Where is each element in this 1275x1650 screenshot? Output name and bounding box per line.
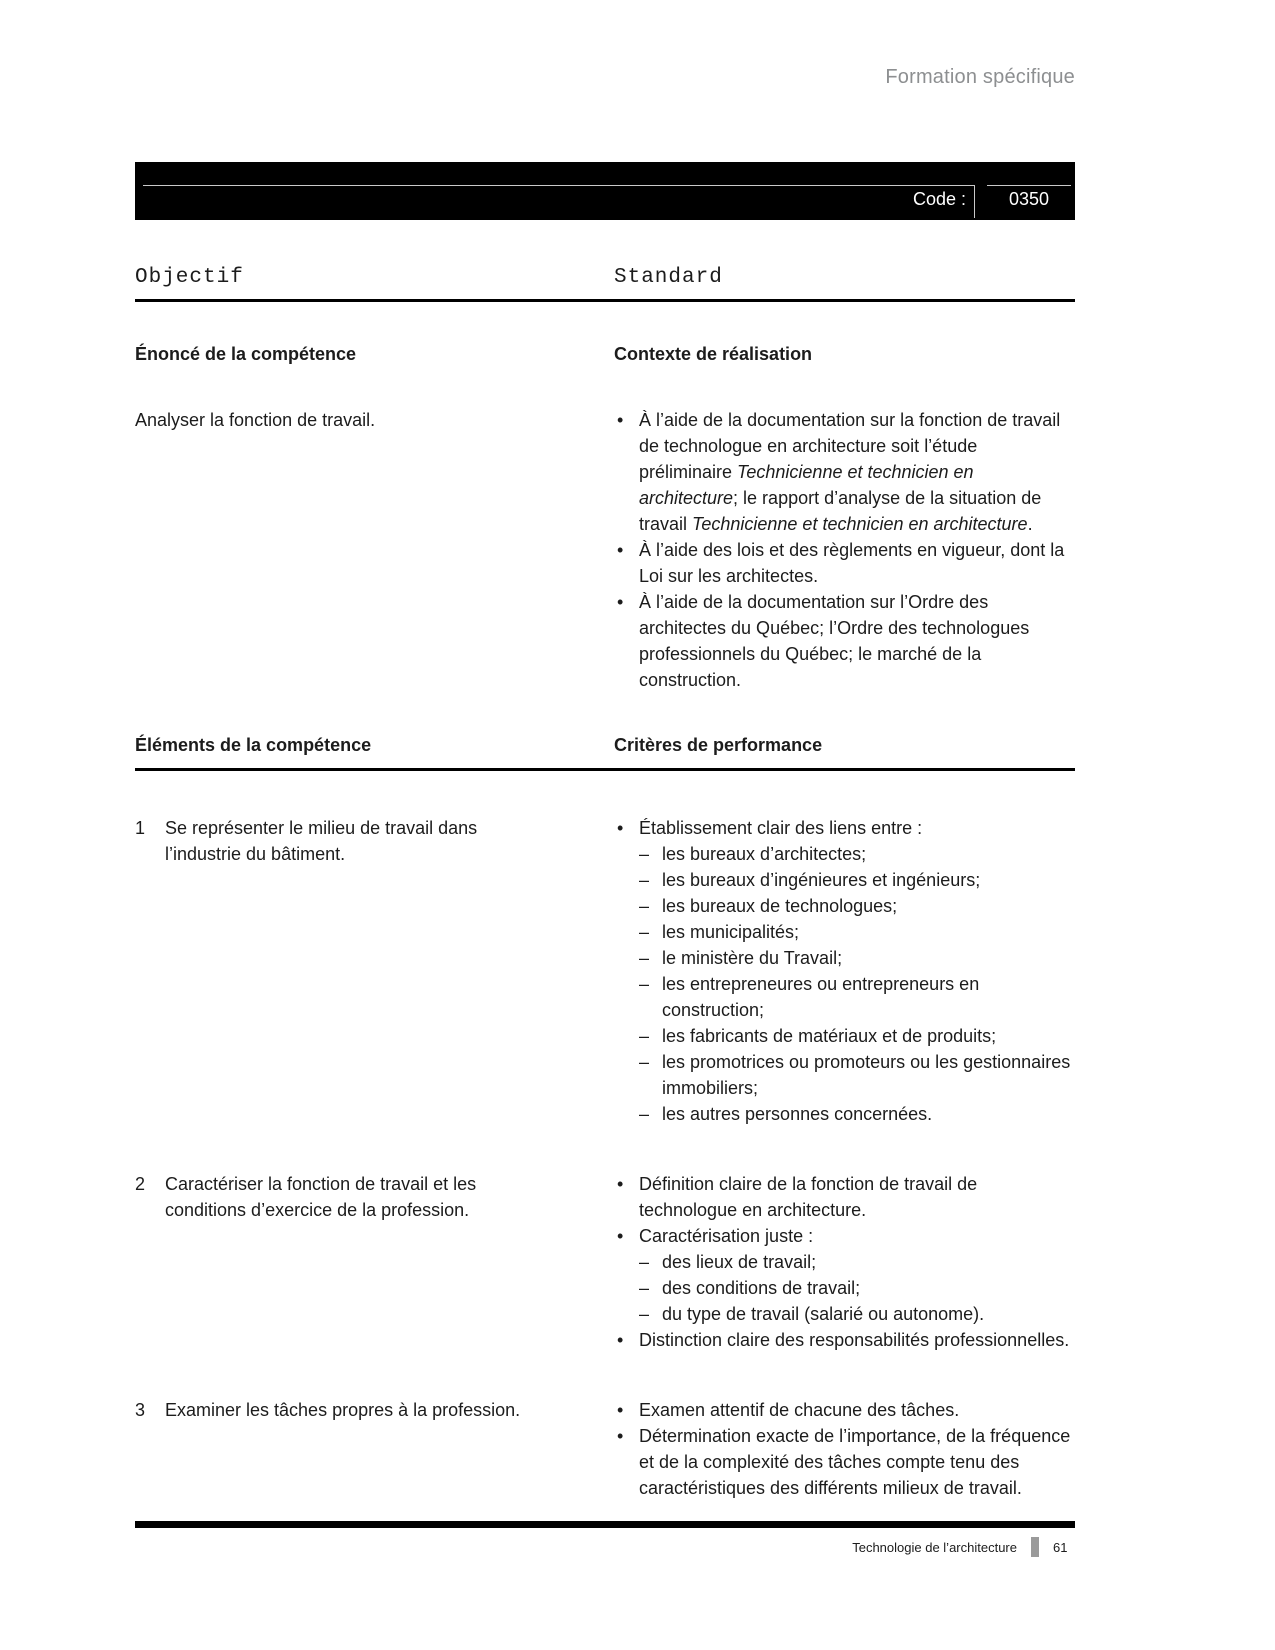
- criterion-text-segment: .: [1027, 514, 1033, 534]
- element-3-text: Examiner les tâches propres à la profession.: [165, 1400, 521, 1420]
- element-2-statement: [135, 1171, 614, 1223]
- sub-criterion-item: – du type de travail (salarié ou autonome).: [639, 1301, 1075, 1327]
- code-banner: [135, 162, 1075, 220]
- criterion-italic-segment: Technicienne et technicien en architecture: [639, 462, 974, 508]
- criterion-item: [614, 1223, 1075, 1327]
- code-banner-row: [143, 185, 1071, 218]
- sub-criterion-item: – les bureaux de technologues;: [639, 893, 1075, 919]
- element-row-3: [135, 1397, 1075, 1501]
- sub-criterion-item: – les fabricants de matériaux et de produits;: [639, 1023, 1075, 1049]
- element-1-number: 1: [135, 818, 146, 838]
- sub-criterion-item: – des conditions de travail;: [639, 1275, 1075, 1301]
- criterion-text-segment: Détermination exacte de l’importance, de la fréquence et de la complexité des tâches compte tenu des caractéristiques des différents milieux de travail.: [639, 1426, 1071, 1498]
- element-row-2: [135, 1171, 1075, 1353]
- heading-contexte-realisation: Contexte de réalisation: [614, 344, 813, 364]
- criterion-item: [614, 537, 1075, 589]
- sub-criterion-item: – des lieux de travail;: [639, 1249, 1075, 1275]
- footer-doc-title: Technologie de l’architecture: [852, 1539, 1017, 1555]
- heading-criteres-performance: Critères de performance: [614, 735, 823, 755]
- criterion-item: [614, 589, 1075, 693]
- footer-text-row: [135, 1537, 1075, 1557]
- element-3-criteria-list: [614, 1397, 1075, 1501]
- footer-divider-bar: [1031, 1537, 1039, 1557]
- column-title-standard: Standard: [614, 266, 723, 289]
- code-banner-gap: [975, 185, 987, 218]
- element-2-number: 2: [135, 1174, 146, 1194]
- footer-page-number: 61: [1053, 1539, 1068, 1555]
- criterion-item: [614, 1327, 1075, 1353]
- element-1-statement: [135, 815, 614, 867]
- competence-statement: Analyser la fonction de travail.: [135, 410, 376, 430]
- criterion-text-segment: ; le rapport d’analyse de la situation de travail: [639, 488, 1042, 534]
- sub-criterion-item: – les autres personnes concernées.: [639, 1101, 1075, 1127]
- element-row-1: [135, 815, 1075, 1127]
- criterion-text-segment: À l’aide des lois et des règlements en vigueur, dont la Loi sur les architectes.: [639, 540, 1065, 586]
- context-bullet-list: [614, 407, 1075, 693]
- criterion-text-segment: Établissement clair des liens entre :: [639, 818, 923, 838]
- element-3-number: 3: [135, 1400, 146, 1420]
- criterion-text-segment: Définition claire de la fonction de travail de technologue en architecture.: [639, 1174, 978, 1220]
- element-2-text: Caractériser la fonction de travail et les conditions d’exercice de la profession.: [165, 1174, 477, 1220]
- document-page: [135, 0, 1075, 1501]
- heading-elements-competence: Éléments de la compétence: [135, 735, 372, 755]
- element-3-statement: [135, 1397, 614, 1423]
- page-footer: [135, 1521, 1075, 1557]
- criterion-item: [614, 1397, 1075, 1423]
- criterion-item: [614, 1171, 1075, 1223]
- element-1-text: Se représenter le milieu de travail dans l’industrie du bâtiment.: [165, 818, 478, 864]
- sub-criterion-item: – les entrepreneures ou entrepreneurs en construction;: [639, 971, 1075, 1023]
- code-value: 0350: [987, 185, 1071, 218]
- criterion-text-segment: Caractérisation juste :: [639, 1226, 814, 1246]
- sub-criterion-item: – les promotrices ou promoteurs ou les gestionnaires immobiliers;: [639, 1049, 1075, 1101]
- competence-headings-row: [135, 344, 1075, 365]
- criterion-text-segment: Examen attentif de chacune des tâches.: [639, 1400, 960, 1420]
- elements-headings-row: [135, 735, 1075, 771]
- competence-body-row: [135, 407, 1075, 693]
- sub-criterion-item: – les bureaux d’ingénieures et ingénieurs;: [639, 867, 1075, 893]
- heading-enonce-competence: Énoncé de la compétence: [135, 344, 357, 364]
- criterion-item: [614, 407, 1075, 537]
- criterion-item: [614, 1423, 1075, 1501]
- criterion-text-segment: À l’aide de la documentation sur l’Ordre des architectes du Québec; l’Ordre des technologues professionnels du Québec; le marché de la construction.: [639, 592, 1030, 690]
- criterion-italic-segment: Technicienne et technicien en architecture: [692, 514, 1028, 534]
- sub-criterion-item: – les bureaux d’architectes;: [639, 841, 1075, 867]
- criterion-text-segment: À l’aide de la documentation sur la fonction de travail de technologue en architecture soit l’étude préliminaire: [639, 410, 1061, 482]
- sub-criterion-item: – le ministère du Travail;: [639, 945, 1075, 971]
- sub-criterion-item: – les municipalités;: [639, 919, 1075, 945]
- element-2-criteria-list: [614, 1171, 1075, 1353]
- criterion-item: [614, 815, 1075, 1127]
- code-label: Code :: [143, 185, 975, 218]
- column-titles-row: [135, 266, 1075, 302]
- sub-criteria-list: [639, 1249, 1075, 1327]
- criterion-text-segment: Distinction claire des responsabilités professionnelles.: [639, 1330, 1070, 1350]
- element-1-criteria-list: [614, 815, 1075, 1127]
- sub-criteria-list: [639, 841, 1075, 1127]
- footer-rule: [135, 1521, 1075, 1528]
- column-title-objectif: Objectif: [135, 266, 244, 289]
- running-header: Formation spécifique: [885, 66, 1075, 88]
